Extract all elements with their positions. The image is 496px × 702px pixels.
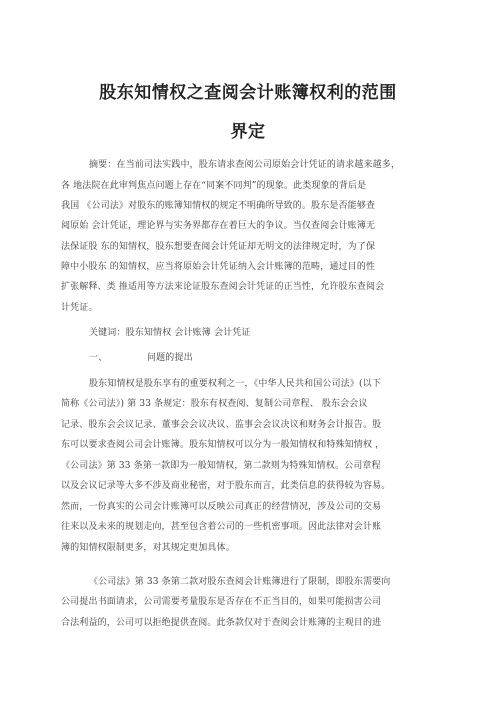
paragraph-line: 以及会议记录等大多不涉及商业秘密，对于股东而言，此类信息的获得较为容易。 xyxy=(61,481,391,491)
paragraph-line: 公司提出书面请求，公司需要考量股东是否存在不正当目的，如果可能损害公司 xyxy=(61,597,382,607)
abstract-line: 障中小股东 的知情权，应当将原始会计凭证纳入会计账簿的范畴，通过目的性 xyxy=(61,262,376,272)
abstract-line: 法保证股 东的知情权，股东想要查阅会计凭证却无明文的法律规定时，为了保 xyxy=(61,242,376,252)
abstract-line: 扩张解释、类 推适用等方法来论证股东查阅会计凭证的正当性，允许股东查阅会 xyxy=(61,282,385,292)
document-title-line-2: 界定 xyxy=(230,122,266,142)
paragraph-line: 然而，一份真实的公司会计账簿可以反映公司真正的经营情况，涉及公司的交易 xyxy=(61,502,382,512)
paragraph-line: 簿的知情权限制更多，对其规定更加具体。 xyxy=(61,543,235,553)
section-number: 一、 xyxy=(89,353,108,363)
section-title: 问题的提出 xyxy=(147,353,193,363)
paragraph-line: 往来以及未来的规划走向，甚至包含着公司的一些机密事项。因此法律对会计账 xyxy=(61,522,382,532)
abstract-line: 计凭证。 xyxy=(61,303,98,313)
paragraph-line: 股东知情权是股东享有的重要权利之一，《中华人民共和国公司法》(以下 xyxy=(89,379,381,389)
abstract-line: 阅原始 会计凭证，理论界与实务界都存在着巨大的争议。当仅查阅会计账簿无 xyxy=(61,221,376,231)
document-title-line-1: 股东知情权之查阅会计账簿权利的范围 xyxy=(99,83,397,103)
abstract-line: 摘要：在当前司法实践中，股东请求查阅公司原始会计凭证的请求越来越多， xyxy=(89,160,401,170)
keywords: 关键词：股东知情权 会计账簿 会计凭证 xyxy=(89,328,251,338)
paragraph-line: 简称《公司法》) 第 33 条规定：股东有权查阅、复制公司章程、 股东会会议 xyxy=(61,399,368,409)
paragraph-line: 记录、股东会会议记录、董事会会议决议、监事会会议决议和财务会计报告。股 xyxy=(61,420,382,430)
paragraph-line: 东可以要求查阅公司会计账簿。股东知情权可以分为一般知情权和特殊知情权 ， xyxy=(61,440,385,450)
abstract-line: 我国 《公司法》对股东的账簿知情权的规定不明确所导致的。股东是否能够查 xyxy=(61,201,376,211)
abstract-line: 各 地法院在此审判焦点问题上存在“同案不同判”的现象。此类现象的背后是 xyxy=(61,181,367,191)
paragraph-line: 合法利益的，公司可以拒绝提供查阅。此条款仅对于查阅会计账簿的主观目的进 xyxy=(61,618,382,628)
paragraph-line: 《公司法》第 33 条第一款即为一般知情权，第二款则为特殊知情权。公司章程 xyxy=(61,461,381,471)
paragraph-line: 《公司法》第 33 条第二款对股东查阅会计账簿进行了限制，即股东需要向 xyxy=(89,577,391,587)
